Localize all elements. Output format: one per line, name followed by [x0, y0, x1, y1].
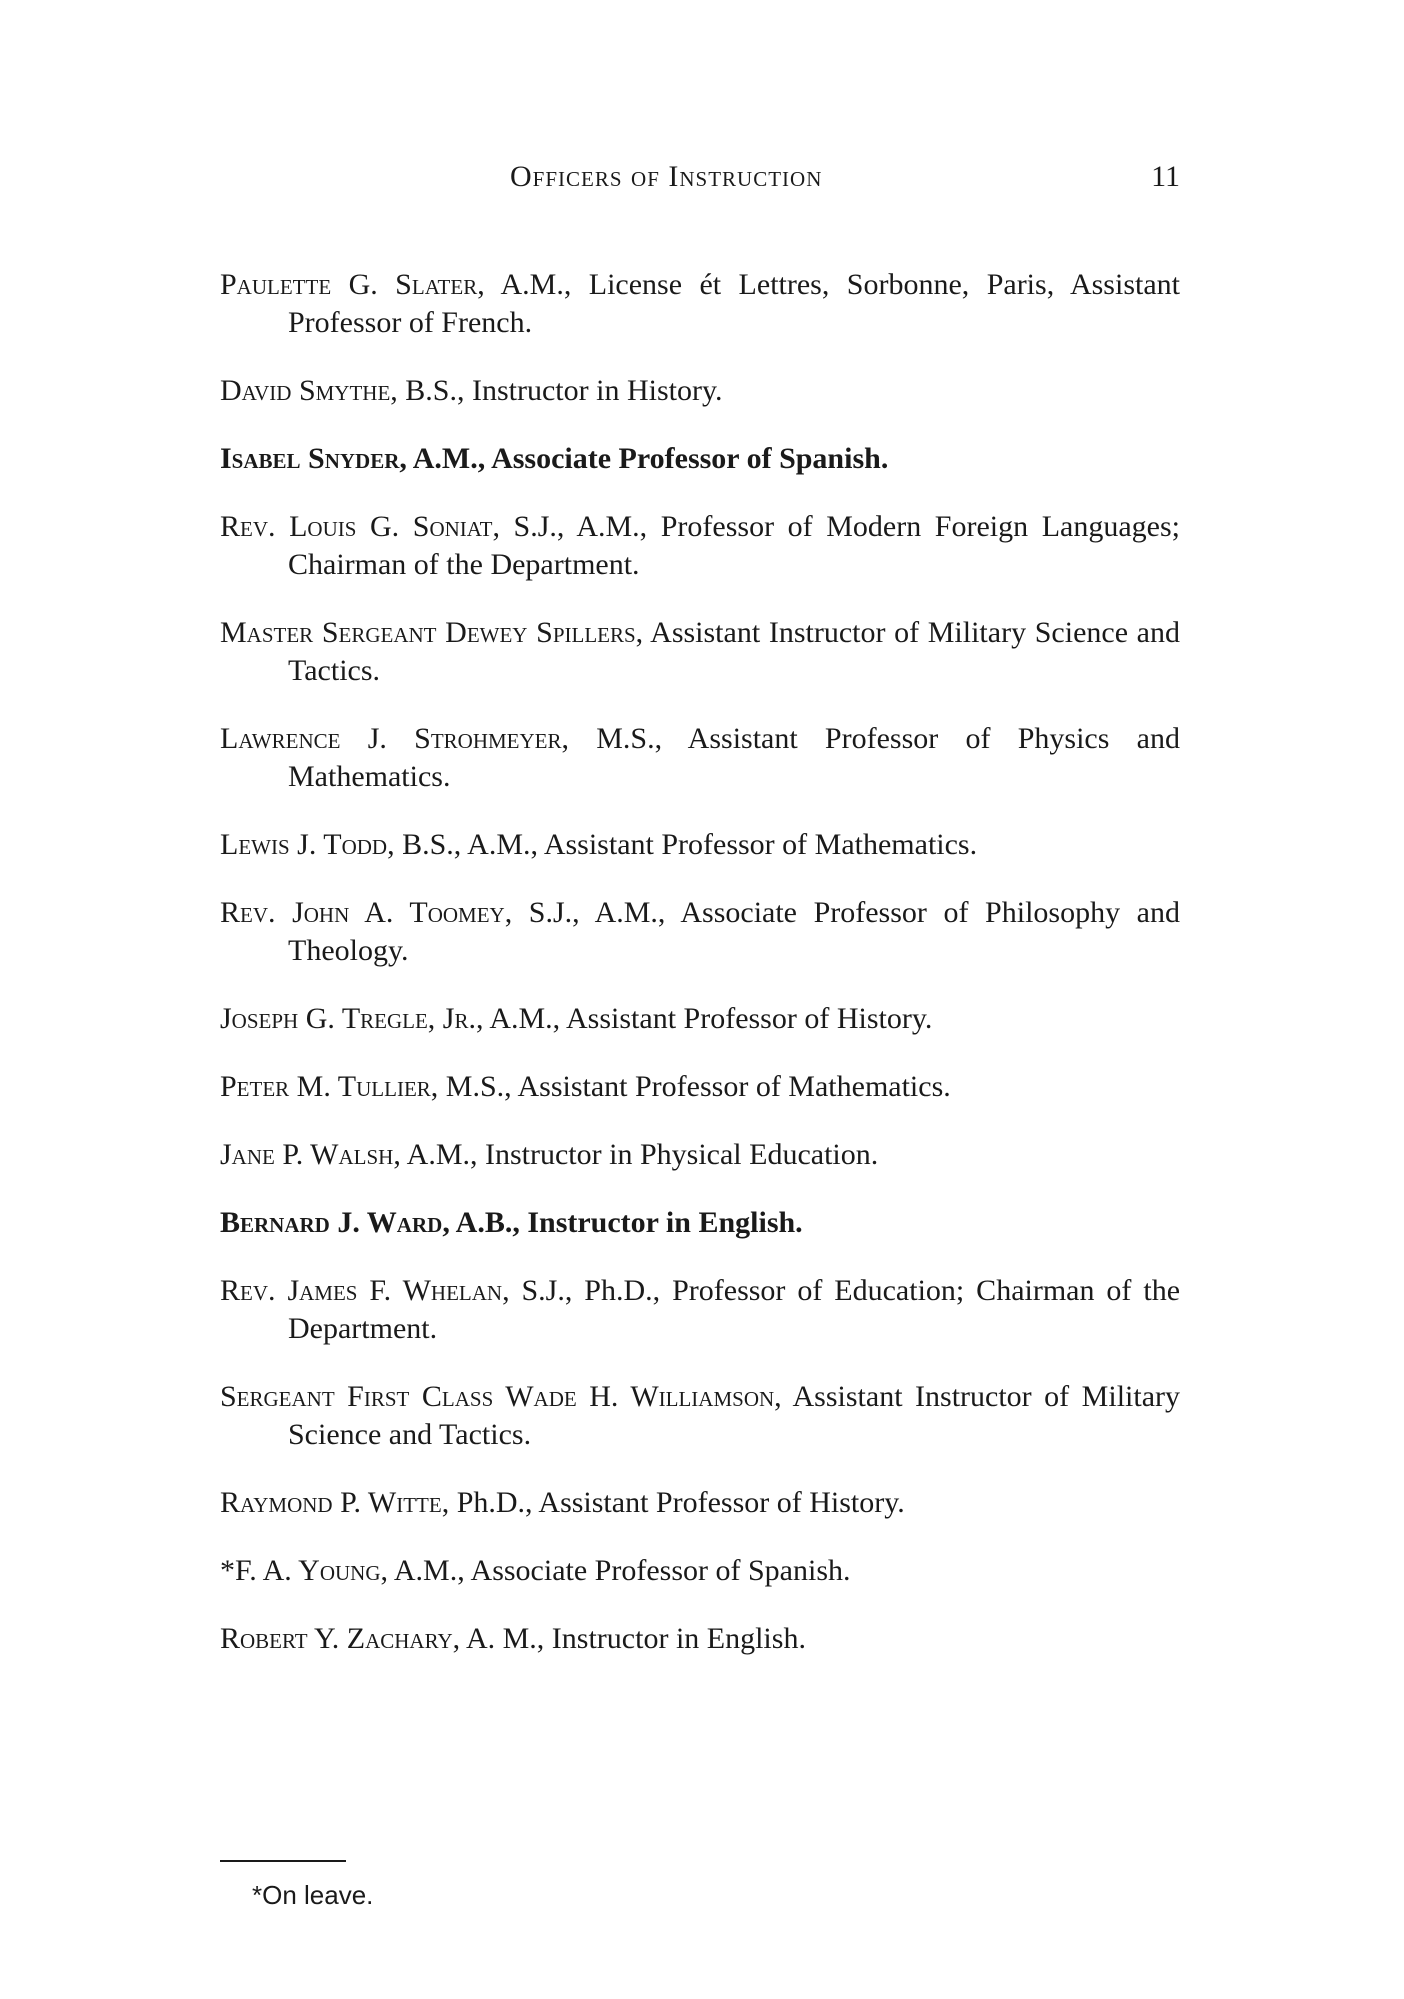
- page-number: 11: [1151, 160, 1180, 193]
- faculty-name: Master Sergeant Dewey Spillers: [220, 616, 636, 649]
- faculty-name: Lawrence J. Strohmeyer: [220, 722, 562, 755]
- faculty-details: , Assistant Instructor of Military Science and Tactics.: [288, 1380, 1181, 1451]
- faculty-name: Sergeant First Class Wade H. Williamson: [220, 1380, 775, 1413]
- faculty-details: , A.B., Instructor in English.: [442, 1206, 803, 1239]
- faculty-name: Bernard J. Ward: [220, 1206, 443, 1239]
- faculty-entry: [220, 614, 1180, 690]
- faculty-details: , A.M., Associate Professor of Spanish.: [380, 1554, 851, 1587]
- faculty-details: , A.M., Instructor in Physical Education.: [393, 1138, 879, 1171]
- faculty-entry: [220, 508, 1180, 584]
- faculty-name: Jane P. Walsh: [220, 1138, 394, 1171]
- faculty-details: , S.J., Ph.D., Professor of Education; Chairman of the Department.: [288, 1274, 1181, 1345]
- faculty-entry: [220, 894, 1180, 970]
- faculty-entry: [220, 1272, 1180, 1348]
- faculty-name: Isabel Snyder: [220, 442, 400, 475]
- page-header: [220, 160, 1180, 200]
- faculty-list: [220, 236, 1180, 1665]
- faculty-name: Lewis J. Todd: [220, 828, 388, 861]
- faculty-details: , S.J., A.M., Professor of Modern Foreign Languages; Chairman of the Department.: [288, 510, 1180, 581]
- faculty-name: Rev. Louis G. Soniat: [220, 510, 493, 543]
- running-head: Officers of Instruction: [510, 160, 823, 193]
- faculty-details: , S.J., A.M., Associate Professor of Philosophy and Theology.: [288, 896, 1180, 967]
- faculty-name: Paulette G. Slater: [220, 268, 478, 301]
- faculty-entry: [220, 1068, 1180, 1106]
- faculty-details: , A. M., Instructor in English.: [452, 1622, 806, 1655]
- faculty-name: Raymond P. Witte: [220, 1486, 442, 1519]
- faculty-details: , Ph.D., Assistant Professor of History.: [441, 1486, 905, 1519]
- faculty-details: , B.S., Instructor in History.: [390, 374, 723, 407]
- faculty-details: , A.M., Assistant Professor of History.: [475, 1002, 933, 1035]
- faculty-details: , M.S., Assistant Professor of Physics and Mathematics.: [288, 722, 1180, 793]
- faculty-entry: [220, 372, 1180, 410]
- faculty-name: David Smythe: [220, 374, 391, 407]
- faculty-entry: [220, 720, 1180, 796]
- faculty-details: , B.S., A.M., Assistant Professor of Mathematics.: [387, 828, 978, 861]
- faculty-entry: [220, 1204, 1180, 1242]
- faculty-entry: [220, 1378, 1180, 1454]
- faculty-entry: [220, 266, 1180, 342]
- faculty-name: Peter M. Tullier: [220, 1070, 431, 1103]
- faculty-name: Joseph G. Tregle, Jr.: [220, 1002, 476, 1035]
- faculty-details: , A.M., License ét Lettres, Sorbonne, Paris, Assistant Professor of French.: [288, 268, 1180, 339]
- faculty-name: Robert Y. Zachary: [220, 1622, 453, 1655]
- footnote-rule: [220, 1860, 346, 1862]
- faculty-entry: [220, 1552, 1180, 1590]
- faculty-name: Rev. John A. Toomey: [220, 896, 505, 929]
- faculty-entry: [220, 826, 1180, 864]
- footnote: *On leave.: [252, 1880, 374, 1910]
- faculty-details: , Assistant Instructor of Military Science and Tactics.: [288, 616, 1180, 687]
- faculty-entry: [220, 1000, 1180, 1038]
- faculty-entry: [220, 1620, 1180, 1658]
- faculty-entry: [220, 1136, 1180, 1174]
- faculty-entry: [220, 440, 1180, 478]
- faculty-details: , A.M., Associate Professor of Spanish.: [399, 442, 889, 475]
- faculty-name: Rev. James F. Whelan: [220, 1274, 503, 1307]
- faculty-details: , M.S., Assistant Professor of Mathematics.: [430, 1070, 951, 1103]
- faculty-entry: [220, 1484, 1180, 1522]
- faculty-name: *F. A. Young: [220, 1554, 381, 1587]
